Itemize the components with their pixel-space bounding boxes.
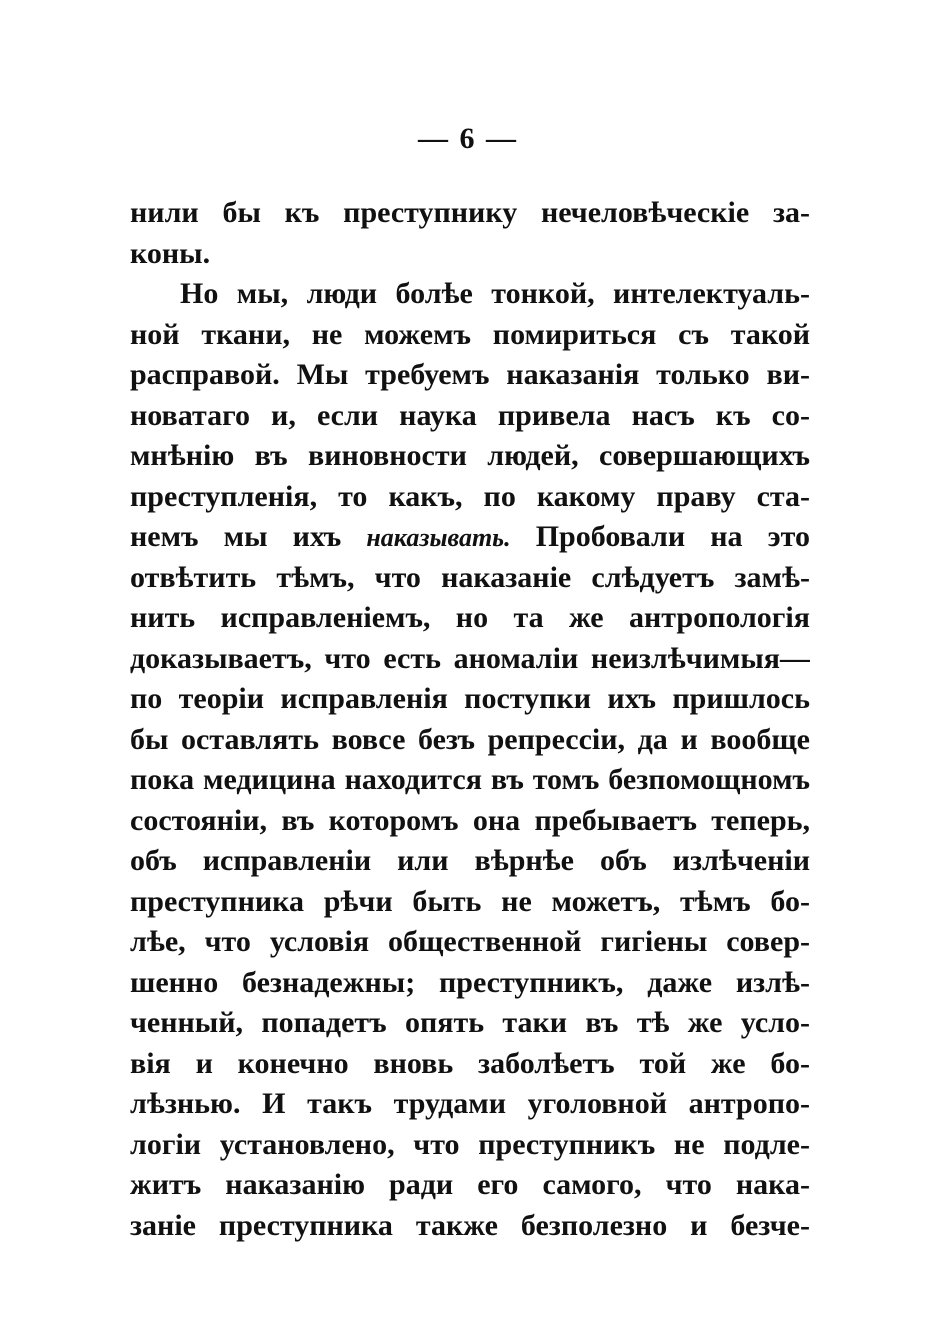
text-line: нили бы къ преступнику нечеловѣческіе за- xyxy=(130,196,810,229)
body-text xyxy=(130,193,810,1246)
text-line: расправой. Мы требуемъ наказанія только ви- xyxy=(130,358,810,391)
text-line: пока медицина находится въ томъ безпомощномъ xyxy=(130,763,810,796)
text-line: преступника рѣчи быть не можетъ, тѣмъ бо- xyxy=(130,884,810,918)
text-line: логіи установлено, что преступникъ не подле- xyxy=(130,1127,810,1161)
text-segment: Пробовали на это xyxy=(510,520,810,553)
text-line: по теоріи исправленія поступки ихъ пришлось xyxy=(130,682,810,715)
text-line: шенно безнадежны; преступникъ, даже излѣ- xyxy=(130,965,810,999)
text-line: житъ наказанію ради его самого, что нака- xyxy=(130,1168,810,1201)
text-line: лѣе, что условія общественной гигіены совер- xyxy=(130,925,810,958)
italic-emphasis: наказывать. xyxy=(366,523,511,552)
text-line: отвѣтить тѣмъ, что наказаніе слѣдуетъ замѣ- xyxy=(130,560,810,594)
text-line: заніе преступника также безполезно и безче- xyxy=(130,1208,810,1242)
text-line: доказываетъ, что есть аномаліи неизлѣчимыя— xyxy=(130,641,810,675)
text-line: ной ткани, не можемъ помириться съ такой xyxy=(130,317,810,351)
text-line: вія и конечно вновь заболѣетъ той же бо- xyxy=(130,1046,810,1080)
text-line: ченный, попадетъ опять таки въ тѣ же усло- xyxy=(130,1006,810,1039)
page-number: — 6 — xyxy=(418,122,518,155)
text-line: коны. xyxy=(130,236,211,270)
text-line: новатаго и, если наука привела насъ къ со- xyxy=(130,398,810,432)
text-line: объ исправленіи или вѣрнѣе объ излѣченіи xyxy=(130,844,810,877)
text-line xyxy=(130,517,810,558)
text-segment: немъ мы ихъ xyxy=(130,520,367,553)
text-line: бы оставлять вовсе безъ репрессіи, да и вообще xyxy=(130,722,810,756)
text-line: нить исправленіемъ, но та же антропологія xyxy=(130,601,810,634)
text-line: преступленія, то какъ, по какому праву ста- xyxy=(130,479,810,513)
text-line: лѣзнью. И такъ трудами уголовной антропо- xyxy=(130,1087,810,1120)
text-line: Но мы, люди болѣе тонкой, интелектуаль- xyxy=(180,277,810,310)
text-line: состояніи, въ которомъ она пребываетъ теперь, xyxy=(130,803,810,837)
text-line: мнѣнію въ виновности людей, совершающихъ xyxy=(130,439,810,472)
